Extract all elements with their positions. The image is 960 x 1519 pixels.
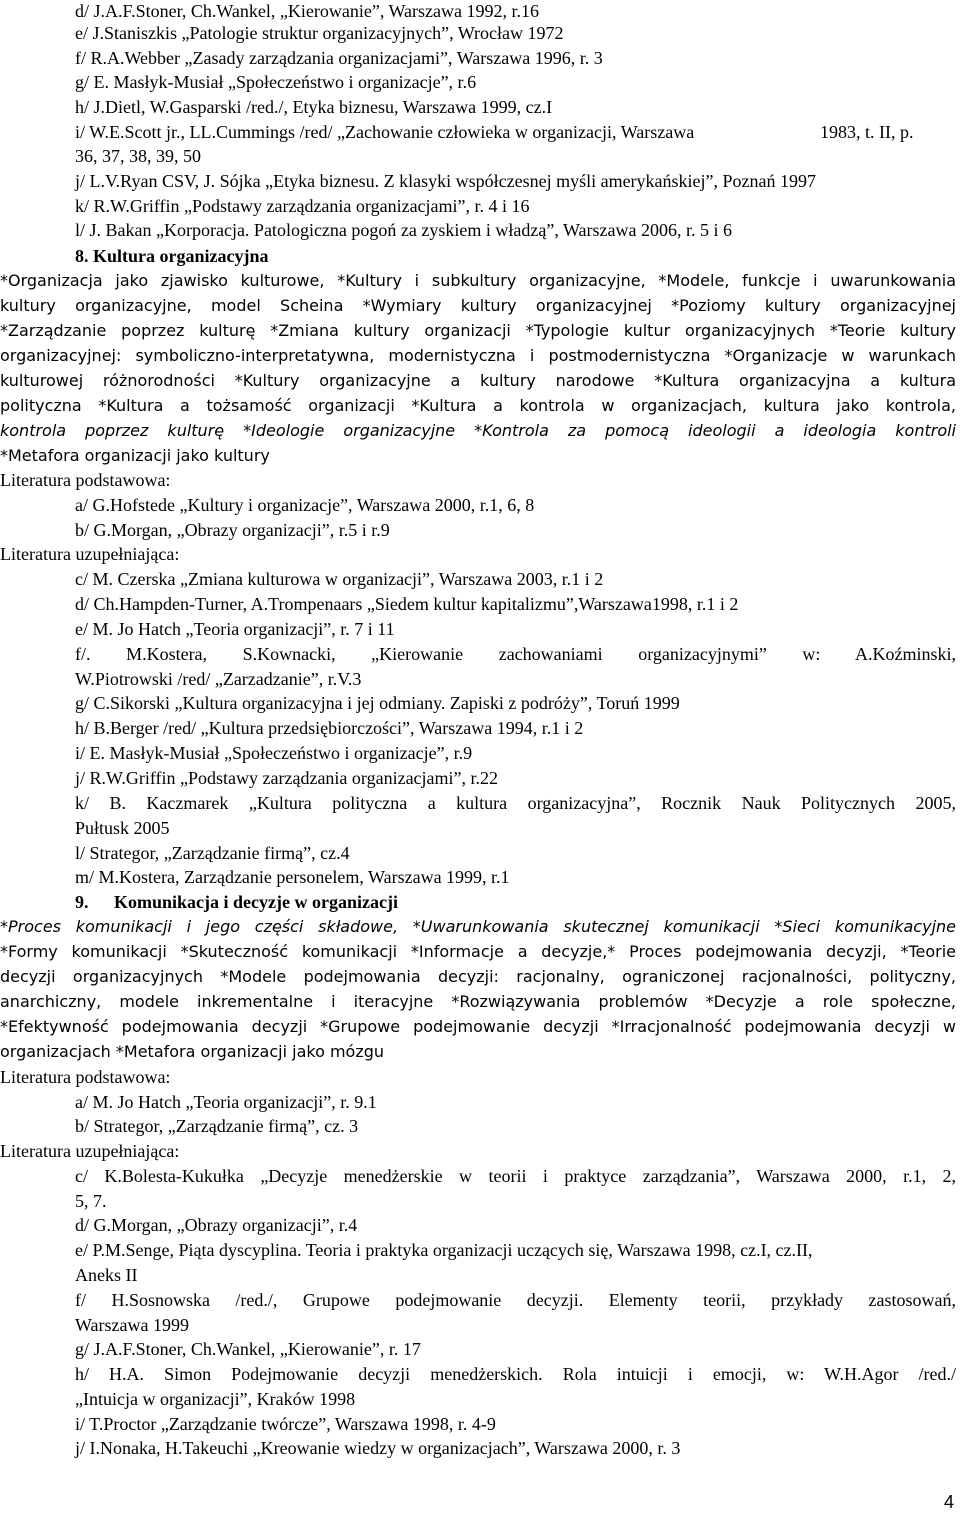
reference-item: h/ H.A. Simon Podejmowanie decyzji menedżerskich. Rola intuicji i emocji, w: W.H.Agor /red./: [75, 1364, 956, 1384]
literature-label: Literatura uzupełniająca:: [0, 544, 180, 564]
section-body-line: kultury organizacyjne, model Scheina *Wymiary kultury organizacyjnej *Poziomy kultury organizacyjnej: [0, 296, 956, 315]
reference-item: j/ R.W.Griffin „Podstawy zarządzania organizacjami”, r.22: [75, 768, 499, 788]
reference-item: e/ J.Staniszkis „Patologie struktur organizacyjnych”, Wrocław 1972: [75, 23, 564, 43]
reference-item-cont: Pułtusk 2005: [75, 818, 170, 838]
reference-item: f/ R.A.Webber „Zasady zarządzania organizacjami”, Warszawa 1996, r. 3: [75, 48, 603, 68]
reference-item: g/ E. Masłyk-Musiał „Społeczeństwo i organizacje”, r.6: [75, 72, 477, 92]
page-number: 4: [943, 1492, 954, 1512]
reference-item-cont: 1983, t. II, p.: [820, 122, 914, 142]
reference-item: i/ W.E.Scott jr., LL.Cummings /red/ „Zachowanie człowieka w organizacji, Warszawa: [75, 122, 695, 142]
reference-item: b/ G.Morgan, „Obrazy organizacji”, r.5 i r.9: [75, 520, 390, 540]
reference-item: f/ H.Sosnowska /red./, Grupowe podejmowanie decyzji. Elementy teorii, przykłady zastosowań,: [75, 1290, 956, 1310]
section-heading: 8. Kultura organizacyjna: [75, 246, 269, 266]
section-body-line: anarchiczny, modele inkrementalne i iteracyjne *Rozwiązywania problemów *Decyzje a role społeczne,: [0, 992, 956, 1011]
literature-label: Literatura podstawowa:: [0, 470, 171, 490]
section-body-line: polityczna *Kultura a tożsamość organizacji *Kultura a kontrola w organizacjach, kultura jako kontrola,: [0, 396, 956, 415]
reference-item: g/ C.Sikorski „Kultura organizacyjna i jej odmiany. Zapiski z podróży”, Toruń 1999: [75, 693, 680, 713]
reference-item: j/ L.V.Ryan CSV, J. Sójka „Etyka biznesu. Z klasyki współczesnej myśli amerykańskiej”, Poznań 1997: [75, 171, 817, 191]
literature-label: Literatura podstawowa:: [0, 1067, 171, 1087]
reference-item: k/ R.W.Griffin „Podstawy zarządzania organizacjami”, r. 4 i 16: [75, 196, 530, 216]
reference-item: f/. M.Kostera, S.Kownacki, „Kierowanie zachowaniami organizacyjnymi” w: A.Koźminski,: [75, 644, 956, 664]
section-body-line: *Efektywność podejmowania decyzji *Grupowe podejmowanie decyzji *Irracjonalność podejmowania decyzji w: [0, 1017, 956, 1036]
reference-item: k/ B. Kaczmarek „Kultura polityczna a kultura organizacyjna”, Rocznik Nauk Politycznych 2005,: [75, 793, 956, 813]
section-body-line: organizacjach *Metafora organizacji jako mózgu: [0, 1042, 385, 1061]
reference-item: i/ E. Masłyk-Musiał „Społeczeństwo i organizacje”, r.9: [75, 743, 473, 763]
reference-item: h/ B.Berger /red/ „Kultura przedsiębiorczości”, Warszawa 1994, r.1 i 2: [75, 718, 584, 738]
reference-item: h/ J.Dietl, W.Gasparski /red./, Etyka biznesu, Warszawa 1999, cz.I: [75, 97, 553, 117]
reference-item-cont: 5, 7.: [75, 1191, 107, 1211]
section-body-line: *Metafora organizacji jako kultury: [0, 446, 270, 465]
reference-item-cont: W.Piotrowski /red/ „Zarzadzanie”, r.V.3: [75, 669, 362, 689]
reference-item: i/ T.Proctor „Zarządzanie twórcze”, Warszawa 1998, r. 4-9: [75, 1414, 496, 1434]
reference-item: m/ M.Kostera, Zarządzanie personelem, Warszawa 1999, r.1: [75, 867, 510, 887]
section-body-line: *Zarządzanie poprzez kulturę *Zmiana kultury organizacji *Typologie kultur organizacyjnych *Teorie kultury: [0, 321, 956, 340]
reference-item: d/ G.Morgan, „Obrazy organizacji”, r.4: [75, 1215, 358, 1235]
section-body-line: *Formy komunikacji *Skuteczność komunikacji *Informacje a decyzje,* Proces podejmowania decyzji, *Teorie: [0, 942, 956, 961]
reference-item: a/ M. Jo Hatch „Teoria organizacji”, r. 9.1: [75, 1092, 377, 1112]
reference-item: g/ J.A.F.Stoner, Ch.Wankel, „Kierowanie”, r. 17: [75, 1339, 421, 1359]
reference-item: d/ J.A.F.Stoner, Ch.Wankel, „Kierowanie”, Warszawa 1992, r.16: [75, 1, 540, 21]
reference-item: a/ G.Hofstede „Kultury i organizacje”, Warszawa 2000, r.1, 6, 8: [75, 495, 535, 515]
reference-item-cont: „Intuicja w organizacji”, Kraków 1998: [75, 1389, 356, 1409]
section-body-line: decyzji organizacyjnych *Modele podejmowania decyzji: racjonalny, ograniczonej racjonalności, polityczny,: [0, 967, 956, 986]
reference-item: e/ P.M.Senge, Piąta dyscyplina. Teoria i praktyka organizacji uczących się, Warszawa 1998, cz.I, cz.II,: [75, 1240, 813, 1260]
section-body-line: *Organizacja jako zjawisko kulturowe, *Kultury i subkultury organizacyjne, *Modele, funkcje i uwarunkowania: [0, 271, 956, 290]
reference-item-cont: Warszawa 1999: [75, 1315, 190, 1335]
reference-item: l/ Strategor, „Zarządzanie firmą”, cz.4: [75, 843, 350, 863]
section-heading: Komunikacja i decyzje w organizacji: [114, 892, 398, 912]
reference-item-cont: Aneks II: [75, 1265, 138, 1285]
reference-item: c/ K.Bolesta-Kukułka „Decyzje menedżerskie w teorii i praktyce zarządzania”, Warszawa 2000, r.1, 2,: [75, 1166, 956, 1186]
reference-item-cont: 36, 37, 38, 39, 50: [75, 146, 201, 166]
section-body-line: kontrola poprzez kulturę *Ideologie organizacyjne *Kontrola za pomocą ideologii a ideologia kontroli: [0, 421, 956, 440]
literature-label: Literatura uzupełniająca:: [0, 1141, 180, 1161]
section-body-line: organizacyjnej: symboliczno-interpretatywna, modernistyczna i postmodernistyczna *Organizacje w warunkach: [0, 346, 956, 365]
section-number: 9.: [75, 892, 89, 912]
reference-item: c/ M. Czerska „Zmiana kulturowa w organizacji”, Warszawa 2003, r.1 i 2: [75, 569, 604, 589]
section-body-line: kulturowej różnorodności *Kultury organizacyjne a kultury narodowe *Kultura organizacyjna a kultura: [0, 371, 956, 390]
reference-item: l/ J. Bakan „Korporacja. Patologiczna pogoń za zyskiem i władzą”, Warszawa 2006, r. 5 i 6: [75, 220, 733, 240]
reference-item: e/ M. Jo Hatch „Teoria organizacji”, r. 7 i 11: [75, 619, 395, 639]
reference-item: b/ Strategor, „Zarządzanie firmą”, cz. 3: [75, 1116, 359, 1136]
section-body-line: *Proces komunikacji i jego części składowe, *Uwarunkowania skutecznej komunikacji *Sieci komunikacyjne: [0, 917, 956, 936]
reference-item: d/ Ch.Hampden-Turner, A.Trompenaars „Siedem kultur kapitalizmu”,Warszawa1998, r.1 i 2: [75, 594, 739, 614]
reference-item: j/ I.Nonaka, H.Takeuchi „Kreowanie wiedzy w organizacjach”, Warszawa 2000, r. 3: [75, 1438, 681, 1458]
